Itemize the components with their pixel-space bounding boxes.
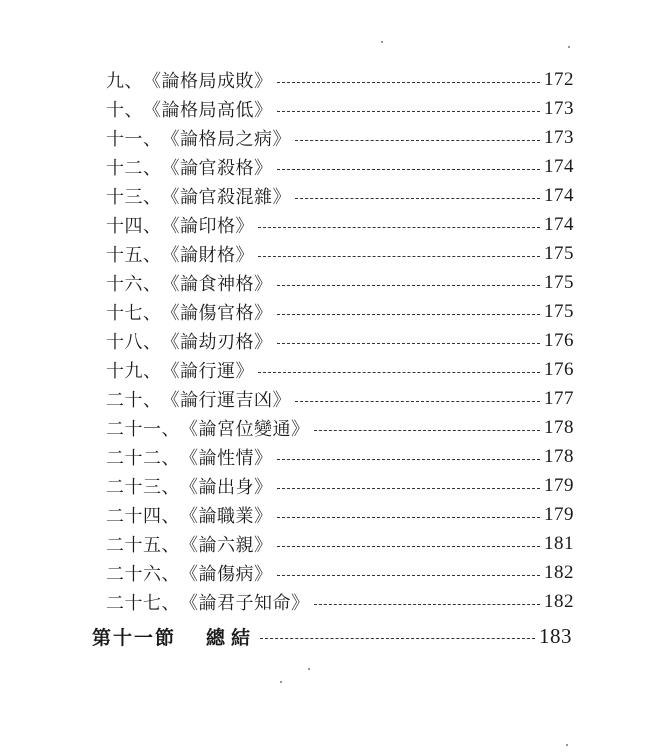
dotted-leader [258,372,540,373]
entry-title: 《論格局成敗》 [143,71,273,92]
dotted-leader [277,459,541,460]
entry-title: 《論官殺格》 [161,158,273,179]
toc-entry-16 [106,270,574,296]
toc-entry-19 [106,357,574,383]
dotted-leader [277,575,541,576]
toc-entry-10 [106,96,574,122]
entry-page-number: 174 [544,156,574,177]
entry-number: 二十七、 [106,593,180,614]
dotted-leader [277,82,541,83]
entry-number: 十八、 [106,332,162,353]
entry-title: 《論性情》 [180,448,273,469]
entry-number: 十七、 [106,303,162,324]
toc-entry-23 [106,473,574,499]
entry-title: 《論傷官格》 [161,303,273,324]
entry-number: 二十五、 [106,535,180,556]
dotted-leader [277,343,541,344]
entry-number: 二十二、 [106,448,180,469]
section-number: 第十一節 [92,626,177,649]
entry-page-number: 179 [544,475,574,496]
dotted-leader [295,140,540,141]
toc-entry-11 [106,125,574,151]
entry-page-number: 175 [544,243,574,264]
entry-title: 《論六親》 [180,535,273,556]
scan-speck [381,41,383,43]
entry-title: 《論行運吉凶》 [161,390,291,411]
entry-page-number: 178 [544,417,574,438]
entry-number: 二十三、 [106,477,180,498]
entry-number: 十三、 [106,187,162,208]
toc-entry-15 [106,241,574,267]
dotted-leader [295,198,540,199]
toc-entry-18 [106,328,574,354]
entry-title: 《論宮位變通》 [180,419,310,440]
entry-title: 《論食神格》 [161,274,273,295]
entry-title: 《論職業》 [180,506,273,527]
dotted-leader [258,227,540,228]
toc-entry-14 [106,212,574,238]
entry-page-number: 172 [544,69,574,90]
entry-number: 十九、 [106,361,162,382]
toc-entry-24 [106,502,574,528]
entry-page-number: 179 [544,504,574,525]
dotted-leader [277,111,541,112]
entry-page-number: 178 [544,446,574,467]
entry-number: 二十一、 [106,419,180,440]
entry-title: 《論行運》 [161,361,254,382]
entry-number: 十四、 [106,216,162,237]
entry-page-number: 176 [544,359,574,380]
entry-number: 十一、 [106,129,162,150]
dotted-leader [314,430,541,431]
dotted-leader [314,604,541,605]
entry-title: 《論出身》 [180,477,273,498]
toc-entry-22 [106,444,574,470]
entry-number: 十二、 [106,158,162,179]
scan-speck [308,668,310,670]
toc-entry-12 [106,154,574,180]
entry-title: 《論格局之病》 [161,129,291,150]
section-title: 總結 [206,626,257,649]
entry-title: 《論官殺混雜》 [161,187,291,208]
dotted-leader [277,169,541,170]
dotted-leader [277,314,541,315]
entry-page-number: 181 [544,533,574,554]
entry-page-number: 174 [544,214,574,235]
entry-title: 《論君子知命》 [180,593,310,614]
entry-number: 十六、 [106,274,162,295]
entry-page-number: 177 [544,388,574,409]
dotted-leader [295,401,540,402]
entry-number: 二十六、 [106,564,180,585]
section-page-number: 183 [539,623,572,648]
entry-page-number: 175 [544,301,574,322]
dotted-leader [277,517,541,518]
entry-page-number: 173 [544,98,574,119]
scan-speck [568,46,570,48]
toc-entry-17 [106,299,574,325]
entry-page-number: 173 [544,127,574,148]
entry-title: 《論財格》 [161,245,254,266]
entry-page-number: 182 [544,591,574,612]
toc-entry-26 [106,560,574,586]
entry-page-number: 182 [544,562,574,583]
entry-title: 《論劫刃格》 [161,332,273,353]
scan-speck [280,681,282,683]
dotted-leader [260,638,535,639]
entry-title: 《論格局高低》 [143,100,273,121]
toc-entry-9 [106,67,574,93]
entry-title: 《論傷病》 [180,564,273,585]
entry-page-number: 174 [544,185,574,206]
entry-title: 《論印格》 [161,216,254,237]
toc-section-11 [92,621,572,651]
dotted-leader [277,285,541,286]
entry-number: 九、 [106,71,143,92]
entry-number: 二十四、 [106,506,180,527]
entry-number: 十五、 [106,245,162,266]
toc-entry-27 [106,589,574,615]
toc-entry-25 [106,531,574,557]
entry-page-number: 175 [544,272,574,293]
dotted-leader [277,546,541,547]
entry-number: 十、 [106,100,143,121]
entry-page-number: 176 [544,330,574,351]
toc-entry-21 [106,415,574,441]
scan-speck [566,744,568,746]
dotted-leader [277,488,541,489]
dotted-leader [258,256,540,257]
toc-entry-13 [106,183,574,209]
toc-entry-20 [106,386,574,412]
entry-number: 二十、 [106,390,162,411]
